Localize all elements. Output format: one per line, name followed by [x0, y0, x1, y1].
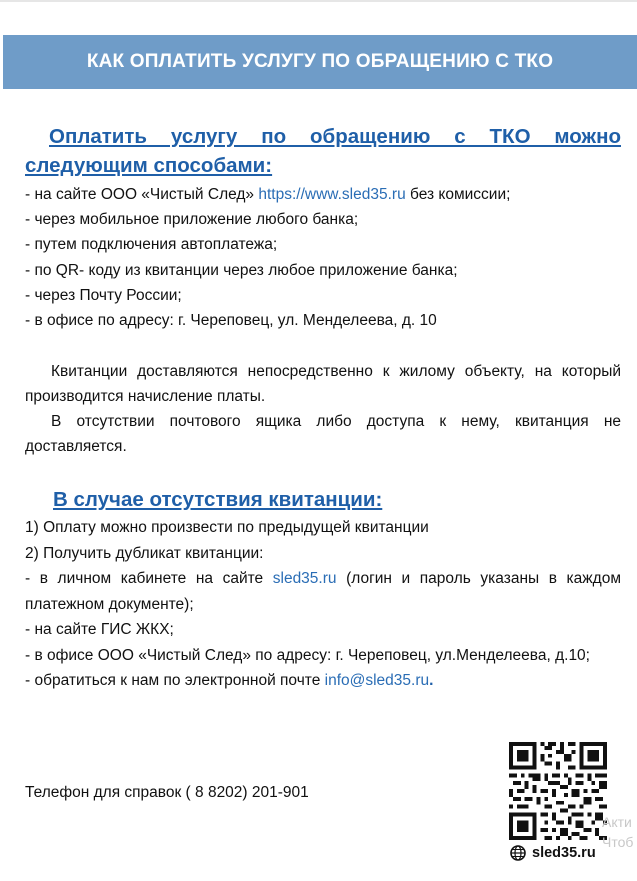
page-title-banner — [3, 35, 637, 89]
no-mailbox-paragraph: В отсутствии почтового ящика либо доступа к нему, квитанция не доставляется. — [25, 413, 621, 456]
list-item: - путем подключения автоплатежа; — [25, 236, 278, 254]
section1-heading: Оплатить услугу по обращению с ТКО можно следующим способами: — [25, 125, 621, 177]
list-item: - на сайте ООО «Чистый След» https://www.sled35.ru без комиссии; — [25, 186, 511, 203]
phone-info: Телефон для справок ( 8 8202) 201-901 — [25, 784, 309, 801]
list-item: - через мобильное приложение любого банка; — [25, 211, 359, 229]
site-footer — [510, 845, 596, 861]
qr-code — [509, 742, 607, 840]
section2-heading: В случае отсутствия квитанции: — [53, 488, 383, 512]
account-link[interactable]: sled35.ru — [272, 570, 337, 588]
list-item: - по QR- коду из квитанции через любое приложение банка; — [25, 261, 458, 279]
globe-icon — [510, 845, 526, 861]
payment-methods-list — [25, 182, 621, 333]
site-link[interactable]: https://www.sled35.ru — [258, 186, 406, 203]
email-link[interactable]: info@sled35.ru — [324, 672, 430, 690]
list-item: - в офисе по адресу: г. Череповец, ул. Менделеева, д. 10 — [25, 312, 437, 330]
substep-office: - в офисе ООО «Чистый След» по адресу: г. Череповец, ул.Менделеева, д.10; — [25, 646, 590, 664]
site-label[interactable]: sled35.ru — [532, 845, 596, 861]
substep-email: - обратиться к нам по электронной почте info@sled35.ru. — [25, 672, 434, 690]
substep-account: - в личном кабинете на сайте sled35.ru (логин и пароль указаны в каждом платежном документе); — [25, 570, 621, 613]
step-1: 1) Оплату можно произвести по предыдущей квитанции — [25, 519, 429, 537]
page-title: КАК ОПЛАТИТЬ УСЛУГУ ПО ОБРАЩЕНИЮ С ТКО — [86, 51, 554, 72]
substep-gis: - на сайте ГИС ЖКХ; — [25, 621, 174, 639]
top-border — [0, 0, 637, 2]
activation-watermark: Акти Чтоб — [602, 814, 634, 850]
list-item: - через Почту России; — [25, 286, 182, 304]
step-2: 2) Получить дубликат квитанции: — [25, 544, 264, 562]
no-receipt-steps — [25, 515, 621, 694]
main-content — [25, 122, 621, 694]
delivery-paragraph: Квитанции доставляются непосредственно к жилому объекту, на который производится начисление платы. — [25, 363, 621, 406]
